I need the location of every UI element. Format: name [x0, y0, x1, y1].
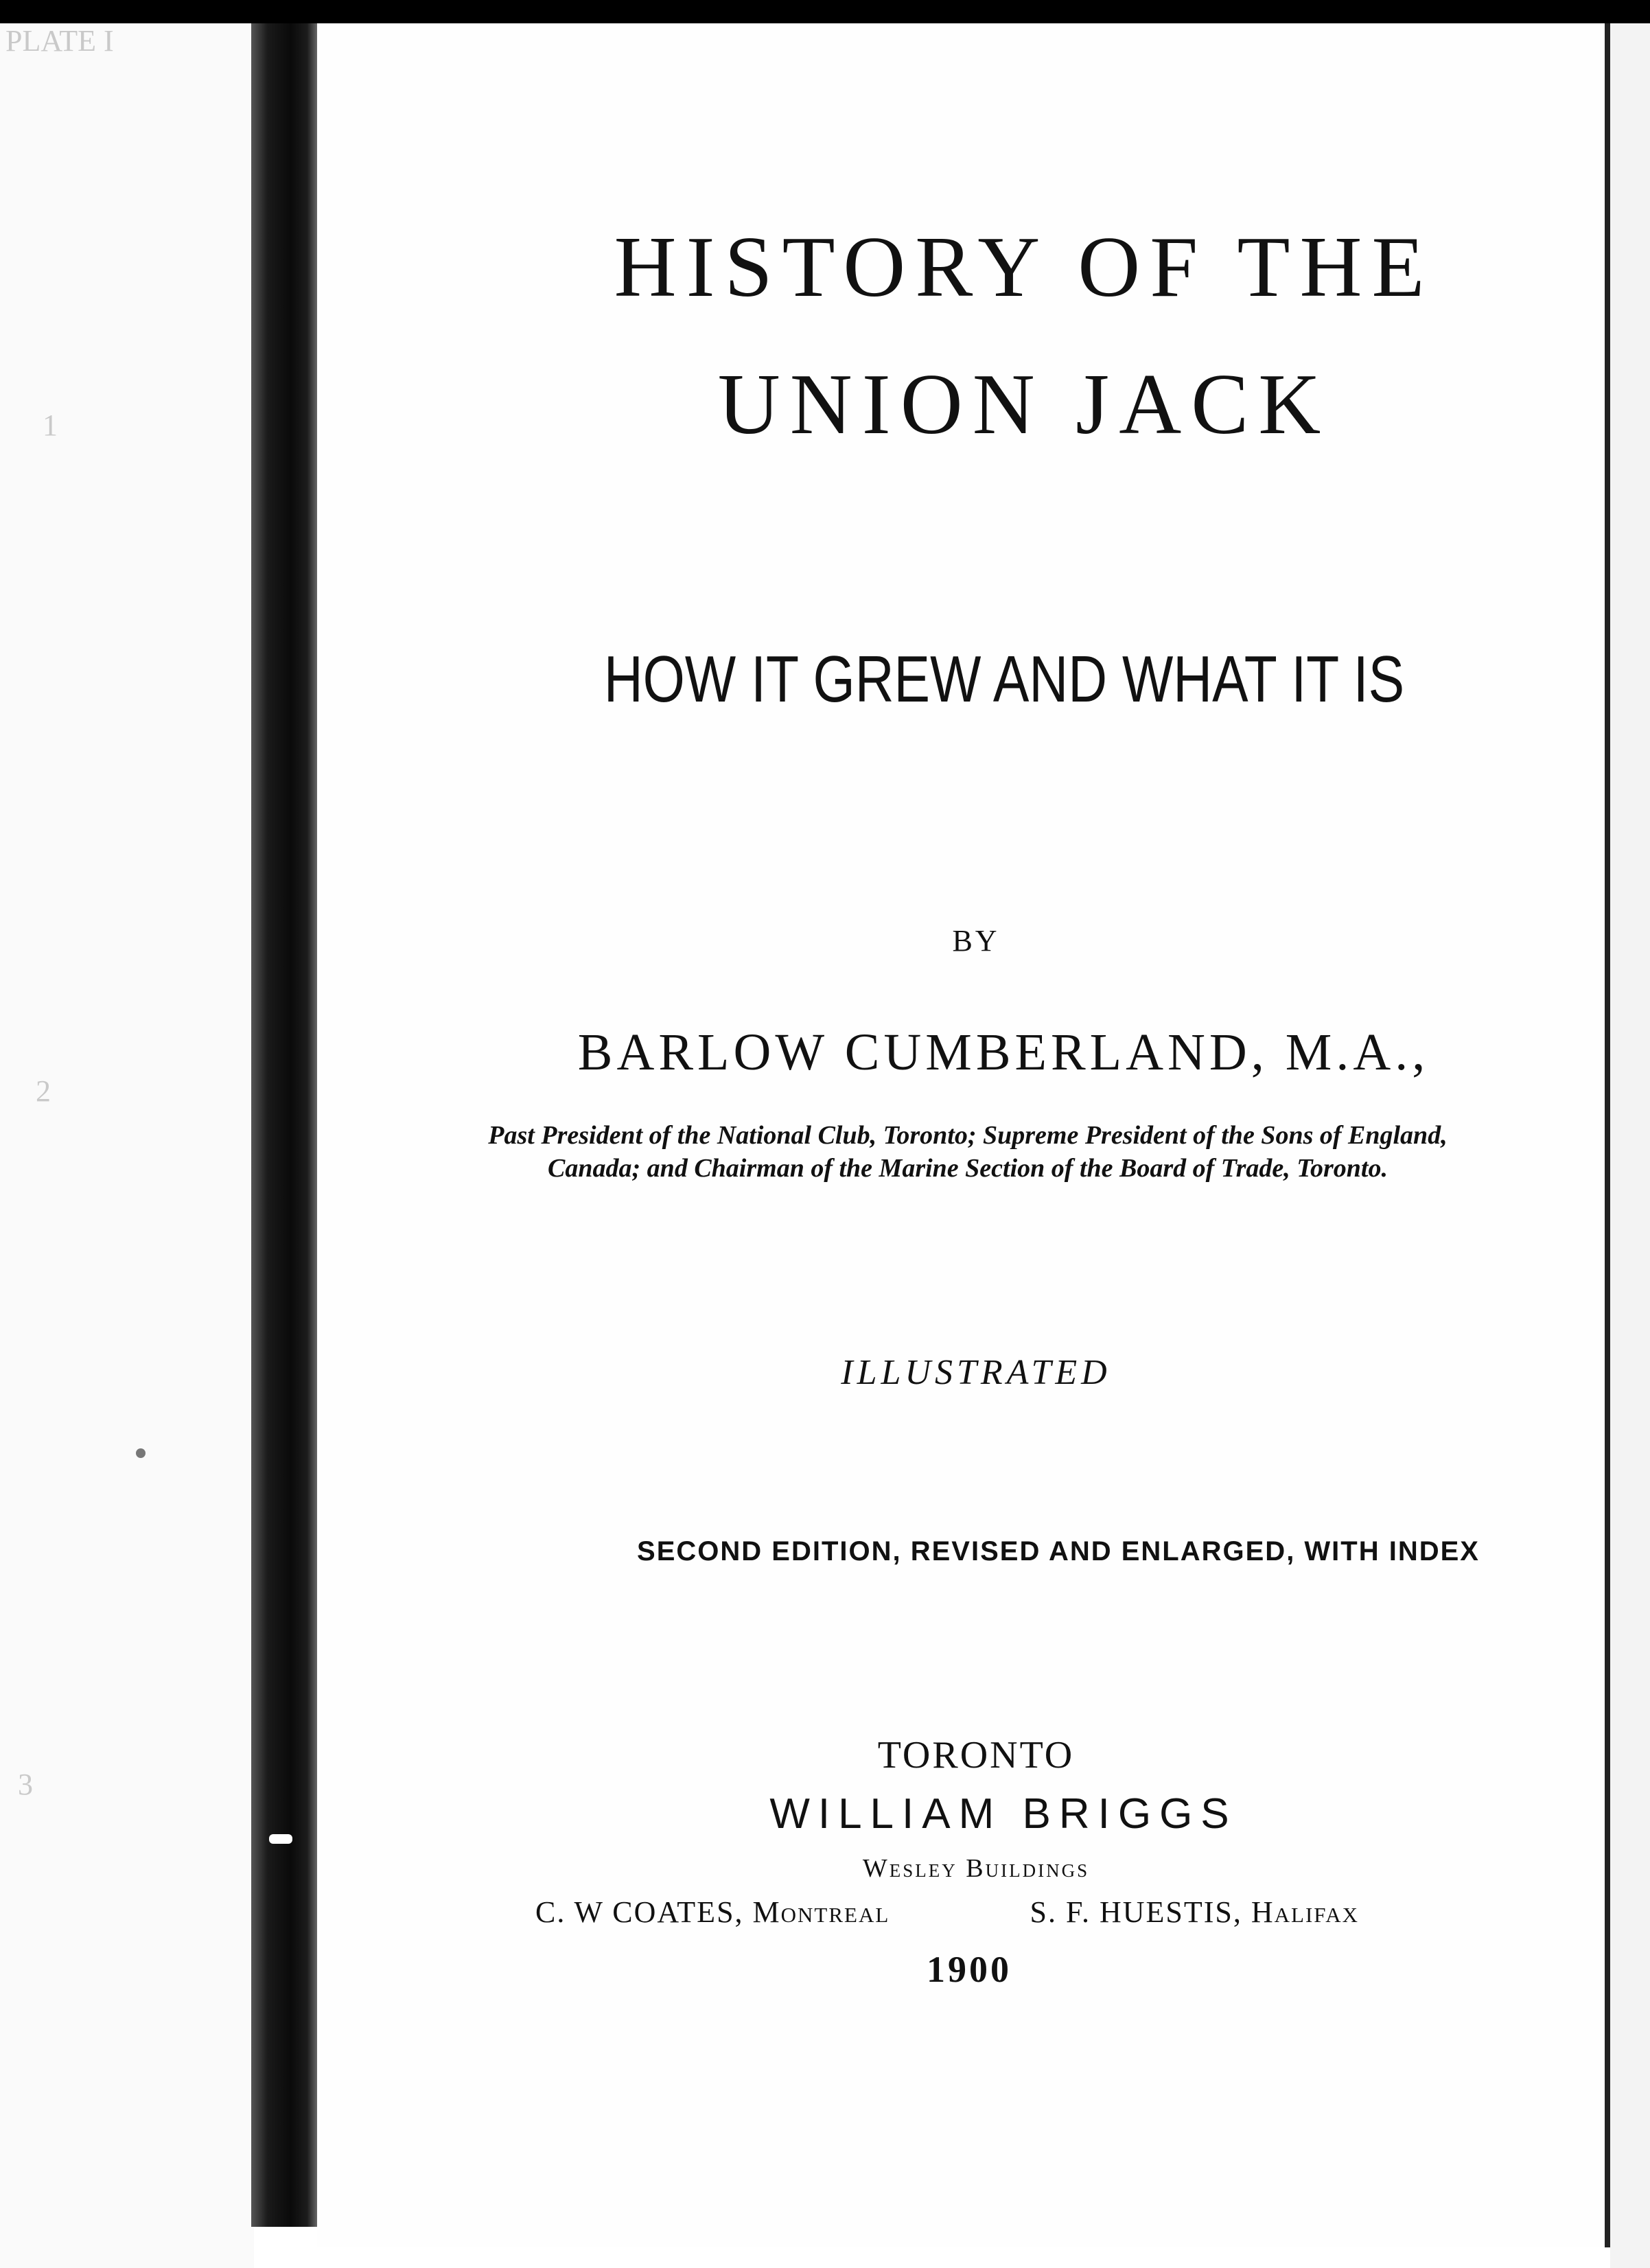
paper-speck — [136, 1448, 146, 1458]
imprint-city: TORONTO — [877, 1734, 1075, 1777]
title-line: UNION JACK — [717, 357, 1331, 452]
edition-statement: SECOND EDITION, REVISED AND ENLARGED, WITH INDEX — [637, 1536, 1480, 1566]
leaf-number: 2 — [36, 1074, 51, 1108]
imprint-year: 1900 — [927, 1949, 1012, 1990]
plate-label: PLATE I — [5, 24, 114, 58]
book-title — [317, 199, 1650, 474]
imprint-agents — [535, 1895, 1359, 1930]
facing-leaf — [0, 23, 254, 2268]
agent-montreal: C. W COATES, Montreal — [535, 1895, 890, 1929]
agent-halifax: S. F. HUESTIS, Halifax — [1030, 1895, 1359, 1929]
leaf-number: 1 — [43, 408, 58, 442]
scan-top-border — [0, 0, 1650, 23]
title-line: HISTORY OF THE — [614, 220, 1434, 315]
imprint-publisher: WILLIAM BRIGGS — [769, 1790, 1238, 1838]
imprint-address: Wesley Buildings — [862, 1854, 1090, 1883]
illustrated-note: ILLUSTRATED — [841, 1353, 1111, 1392]
author-name: BARLOW CUMBERLAND, M.A., — [577, 1023, 1430, 1081]
leaf-number: 3 — [18, 1768, 33, 1801]
spine-tear — [269, 1834, 292, 1844]
book-subtitle: HOW IT GREW AND WHAT IT IS — [603, 643, 1405, 716]
by-line: BY — [952, 924, 1000, 958]
author-credentials: Past President of the National Club, Toronto; Supreme President of the Sons of England, Canada; and Chairman of the Marine Section of the Board of Trade, Toronto. — [488, 1121, 1448, 1183]
book-spine — [251, 23, 317, 2227]
